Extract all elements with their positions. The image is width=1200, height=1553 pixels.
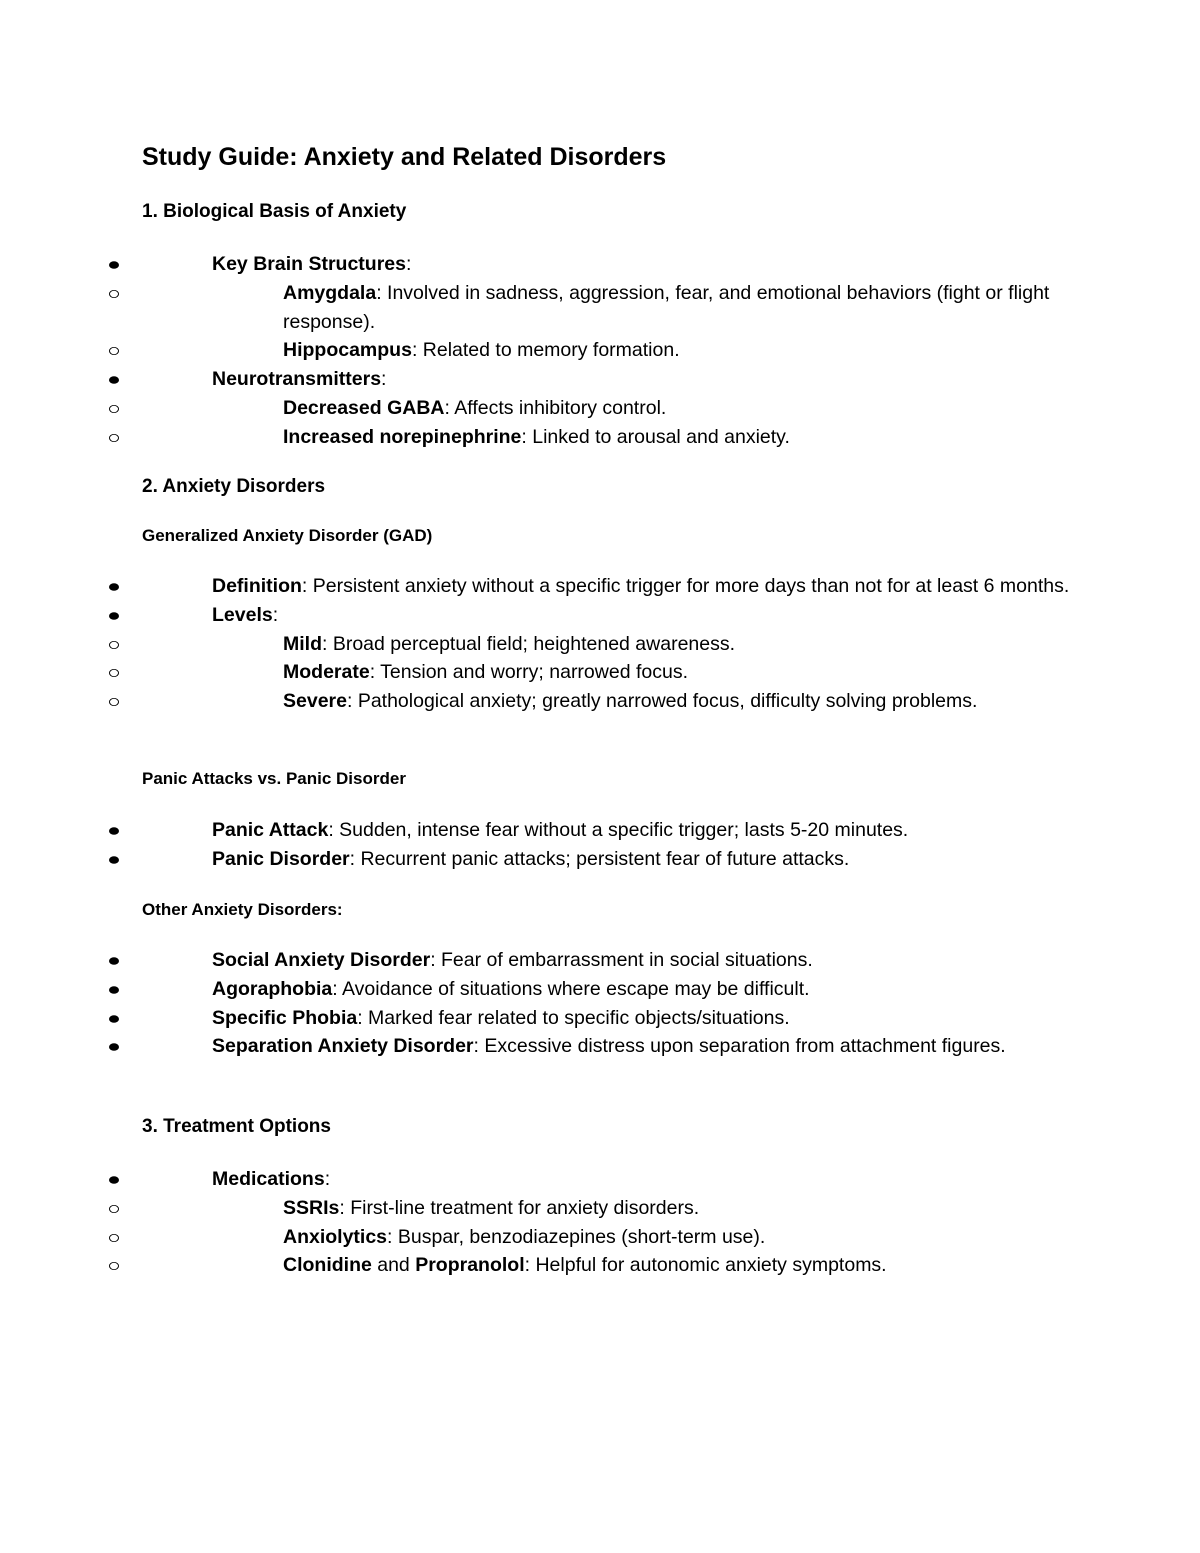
item-connector: and: [371, 1254, 416, 1277]
item-term: Definition: [212, 575, 302, 597]
subheading-other: Other Anxiety Disorders:: [142, 900, 343, 919]
biological-basis-list: [142, 250, 1072, 452]
item-text: : Pathological anxiety; greatly narrowed focus, difficulty solving problems.: [346, 690, 978, 713]
item-text: : Fear of embarrassment in social situations.: [430, 949, 813, 971]
item-text: : Helpful for autonomic anxiety symptoms.: [524, 1254, 887, 1277]
bullet-icon: [109, 1176, 119, 1184]
subheading-gad: Generalized Anxiety Disorder (GAD): [142, 526, 433, 545]
item-text: : Avoidance of situations where escape may be difficult.: [332, 977, 810, 1000]
bullet-icon: [109, 612, 119, 620]
section-heading-treatment: 3. Treatment Options: [142, 1116, 331, 1137]
hollow-bullet-icon: [109, 698, 119, 706]
bullet-icon: [109, 583, 119, 591]
bullet-icon: [109, 827, 119, 835]
item-text: : Involved in sadness, aggression, fear, and emotional behaviors (fight or flight response).: [283, 281, 1050, 333]
item-text: : Marked fear related to specific objects/situations.: [357, 1006, 790, 1029]
item-term: Clonidine: [283, 1254, 372, 1277]
item-term: Medications: [212, 1168, 325, 1190]
item-term: Social Anxiety Disorder: [212, 949, 431, 971]
item-term: SSRIs: [283, 1196, 340, 1219]
list-item: [142, 279, 1072, 337]
hollow-bullet-icon: [109, 1205, 119, 1213]
list-item: [142, 1251, 1072, 1280]
bullet-icon: [109, 1015, 119, 1023]
item-text: :: [272, 603, 279, 626]
item-term: Key Brain Structures: [212, 253, 406, 275]
item-text: : Excessive distress upon separation from attachment figures.: [473, 1035, 1006, 1058]
bullet-icon: [109, 986, 119, 994]
list-item: [142, 975, 1072, 1004]
item-term: Neurotransmitters: [212, 368, 382, 391]
list-item: [142, 845, 1072, 874]
item-term: Moderate: [283, 661, 370, 684]
list-item: [142, 1004, 1072, 1033]
list-item: [142, 1223, 1072, 1252]
hollow-bullet-icon: [109, 1262, 119, 1270]
item-text: : First-line treatment for anxiety disorders.: [339, 1196, 700, 1219]
item-text: : Linked to arousal and anxiety.: [521, 425, 790, 448]
list-item: [142, 1032, 1072, 1061]
hollow-bullet-icon: [109, 290, 119, 298]
item-text: :: [405, 253, 412, 275]
item-term: Increased norepinephrine: [283, 425, 522, 448]
list-item: [142, 630, 1072, 659]
item-term: Panic Attack: [212, 819, 329, 841]
subheading-panic: Panic Attacks vs. Panic Disorder: [142, 769, 406, 788]
list-item: [142, 816, 1072, 845]
item-text: : Sudden, intense fear without a specific trigger; lasts 5-20 minutes.: [328, 819, 909, 841]
hollow-bullet-icon: [109, 669, 119, 677]
item-term-2: Propranolol: [415, 1254, 525, 1277]
treatment-list: [142, 1165, 1072, 1280]
list-item: [142, 572, 1072, 601]
page-title: Study Guide: Anxiety and Related Disorders: [142, 143, 667, 171]
item-text: :: [381, 368, 387, 391]
list-item: [142, 394, 1072, 423]
item-text: : Related to memory formation.: [411, 339, 680, 362]
hollow-bullet-icon: [109, 641, 119, 649]
item-text: : Recurrent panic attacks; persistent fear of future attacks.: [349, 847, 850, 870]
list-item: [142, 601, 1072, 630]
item-term: Separation Anxiety Disorder: [212, 1035, 474, 1058]
list-item: [142, 250, 1072, 279]
item-term: Panic Disorder: [212, 847, 350, 870]
bullet-icon: [109, 376, 119, 384]
item-term: Specific Phobia: [212, 1006, 358, 1029]
hollow-bullet-icon: [109, 434, 119, 442]
panic-list: [142, 816, 1072, 874]
hollow-bullet-icon: [109, 405, 119, 413]
list-item: [142, 365, 1072, 394]
item-term: Levels: [212, 603, 273, 626]
item-term: Anxiolytics: [283, 1225, 388, 1248]
hollow-bullet-icon: [109, 1234, 119, 1242]
bullet-icon: [109, 957, 119, 965]
item-text: : Affects inhibitory control.: [444, 396, 667, 419]
bullet-icon: [109, 1044, 119, 1052]
gad-list: [142, 572, 1072, 716]
item-text: : Broad perceptual field; heightened awareness.: [322, 632, 736, 655]
item-term: Mild: [283, 632, 322, 655]
item-term: Amygdala: [283, 281, 377, 304]
list-item: [142, 1194, 1072, 1223]
item-term: Severe: [283, 690, 347, 713]
item-term: Agoraphobia: [212, 977, 333, 1000]
bullet-icon: [109, 856, 119, 864]
list-item: [142, 336, 1072, 365]
list-item: [142, 946, 1072, 975]
item-text: : Tension and worry; narrowed focus.: [369, 661, 688, 684]
item-text: : Buspar, benzodiazepines (short-term use).: [387, 1225, 766, 1248]
item-term: Decreased GABA: [283, 396, 445, 419]
list-item: [142, 687, 1072, 716]
bullet-icon: [109, 261, 119, 269]
hollow-bullet-icon: [109, 347, 119, 355]
other-disorders-list: [142, 946, 1072, 1061]
item-text: : Persistent anxiety without a specific trigger for more days than not for at least 6 months.: [301, 575, 1070, 597]
list-item: [142, 423, 1072, 452]
list-item: [142, 1165, 1072, 1194]
item-term: Hippocampus: [283, 339, 412, 362]
section-heading-anxiety-disorders: 2. Anxiety Disorders: [142, 476, 326, 497]
section-heading-biological-basis: 1. Biological Basis of Anxiety: [142, 201, 407, 222]
list-item: [142, 658, 1072, 687]
item-text: :: [324, 1168, 331, 1190]
